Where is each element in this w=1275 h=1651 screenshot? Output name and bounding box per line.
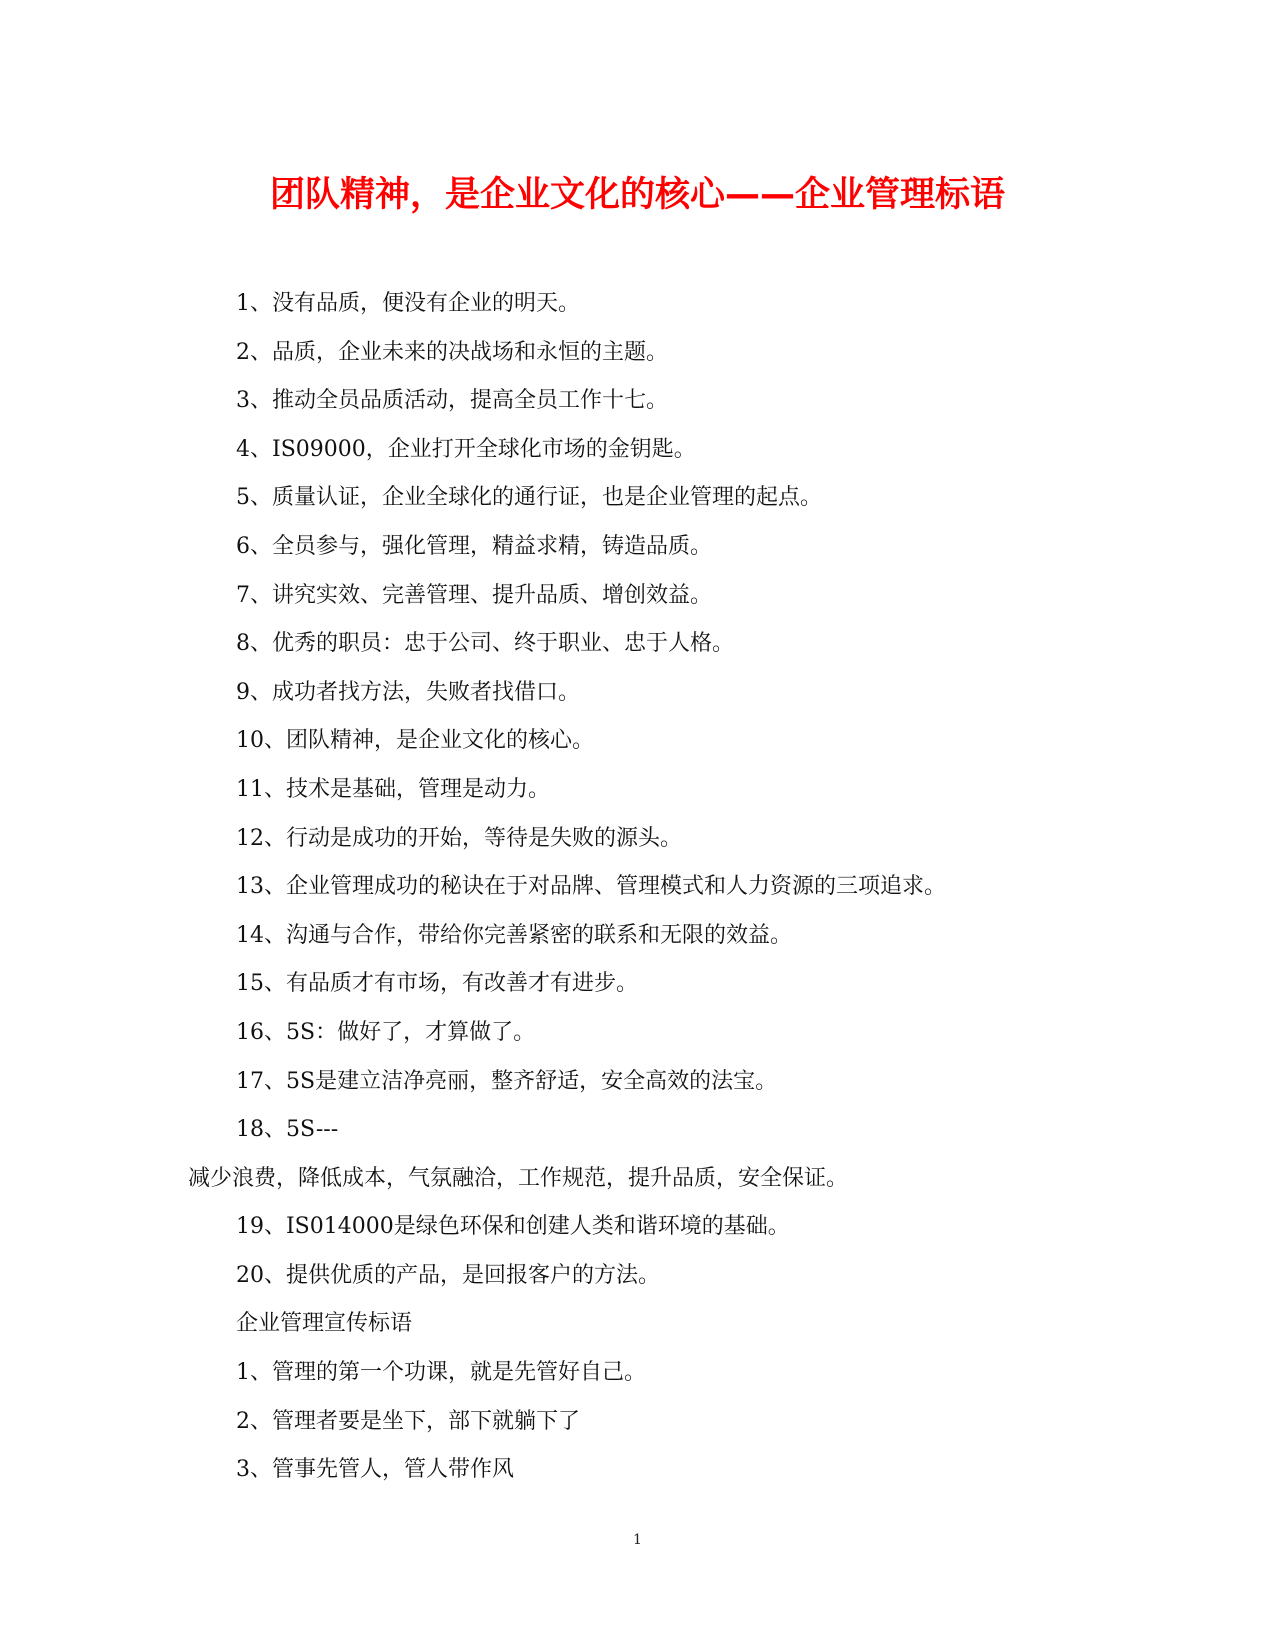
slogan-line: 2、品质，企业未来的决战场和永恒的主题。 (236, 339, 668, 365)
slogan-line: 13、企业管理成功的秘诀在于对品牌、管理模式和人力资源的三项追求。 (236, 874, 946, 900)
slogan-line: 17、5S是建立洁净亮丽，整齐舒适，安全高效的法宝。 (236, 1068, 778, 1094)
page-number: 1 (633, 1532, 642, 1548)
slogan-line: 12、行动是成功的开始，等待是失败的源头。 (236, 825, 682, 851)
slogan-line: 3、推动全员品质活动，提高全员工作十七。 (236, 388, 668, 414)
slogan-line: 1、管理的第一个功课，就是先管好自己。 (236, 1360, 646, 1386)
slogan-line: 2、管理者要是坐下，部下就躺下了 (236, 1408, 580, 1434)
document-title: 团队精神，是企业文化的核心——企业管理标语 (269, 175, 1005, 215)
slogan-line: 3、管事先管人，管人带作风 (236, 1457, 514, 1483)
slogan-line: 20、提供优质的产品，是回报客户的方法。 (236, 1262, 660, 1288)
slogan-line: 10、团队精神，是企业文化的核心。 (236, 728, 594, 754)
slogan-line: 4、IS09000，企业打开全球化市场的金钥匙。 (236, 436, 696, 462)
slogan-line-continuation: 减少浪费，降低成本，气氛融洽，工作规范，提升品质，安全保证。 (188, 1165, 849, 1191)
section-heading: 企业管理宣传标语 (236, 1311, 413, 1337)
slogan-list (188, 280, 1048, 1495)
slogan-line: 19、IS014000是绿色环保和创建人类和谐环境的基础。 (236, 1214, 790, 1240)
slogan-line: 1、没有品质，便没有企业的明天。 (236, 291, 580, 316)
slogan-line: 15、有品质才有市场，有改善才有进步。 (236, 971, 638, 997)
slogan-line: 8、优秀的职员：忠于公司、终于职业、忠于人格。 (236, 631, 734, 657)
slogan-line: 16、5S：做好了，才算做了。 (236, 1019, 536, 1045)
slogan-line: 5、质量认证，企业全球化的通行证，也是企业管理的起点。 (236, 485, 822, 511)
slogan-line: 14、沟通与合作，带给你完善紧密的联系和无限的效益。 (236, 922, 792, 948)
slogan-line: 11、技术是基础，管理是动力。 (236, 776, 550, 802)
slogan-line: 9、成功者找方法，失败者找借口。 (236, 679, 580, 705)
slogan-line: 6、全员参与，强化管理，精益求精，铸造品质。 (236, 533, 712, 559)
slogan-line: 7、讲究实效、完善管理、提升品质、增创效益。 (236, 582, 712, 608)
slogan-line: 18、5S--- (236, 1117, 339, 1143)
